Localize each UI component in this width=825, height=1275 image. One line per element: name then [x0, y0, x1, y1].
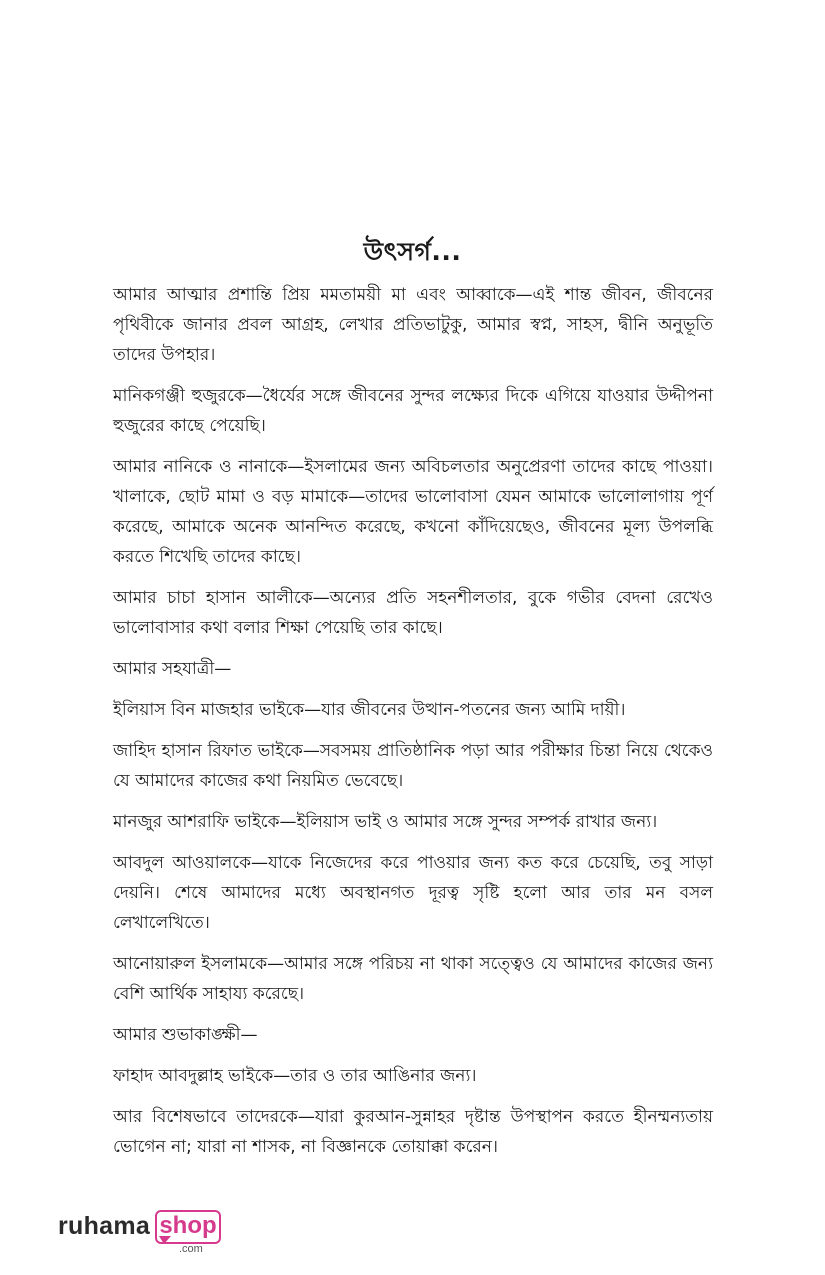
dedication-paragraph: আমার সহযাত্রী—: [113, 659, 232, 679]
logo-domain-text: .com: [179, 1243, 203, 1255]
logo-ruhama-text: ruhama: [58, 1212, 151, 1240]
dedication-body: [113, 280, 713, 1173]
dedication-paragraph: আমার চাচা হাসান আলীকে—অন্যের প্রতি সহনশীলতার, বুকে গভীর বেদনা রেখেও ভালোবাসার কথা বলার শিক্ষা পেয়েছি তার কাছে।: [113, 588, 713, 638]
dedication-paragraph: আমার নানিকে ও নানাকে—ইসলামের জন্য অবিচলতার অনুপ্রেরণা তাদের কাছে পাওয়া। খালাকে, ছোট মামা ও বড় মামাকে—তাদের ভালোবাসা যেমন আমাকে ভালোলাগায় পূর্ণ করেছে, আমাকে অনেক আনন্দিত করেছে, কখনো কাঁদিয়েছেও, জীবনের মূল্য উপলব্ধি করতে শিখেছি তাদের কাছে।: [113, 457, 713, 567]
dedication-paragraph: আনোয়ারুল ইসলামকে—আমার সঙ্গে পরিচয় না থাকা সত্ত্বেও যে আমাদের কাজের জন্য বেশি আর্থিক সাহায্য করেছে।: [113, 954, 713, 1004]
ruhamashop-logo: [58, 1210, 228, 1260]
dedication-paragraph: মানিকগঞ্জী হুজুরকে—ধৈর্যের সঙ্গে জীবনের সুন্দর লক্ষ্যের দিকে এগিয়ে যাওয়ার উদ্দীপনা হুজুরের কাছে পেয়েছি।: [113, 386, 713, 436]
dedication-paragraph: আবদুল আওয়ালকে—যাকে নিজেদের করে পাওয়ার জন্য কত করে চেয়েছি, তবু সাড়া দেয়নি। শেষে আমাদের মধ্যে অবস্থানগত দূরত্ব সৃষ্টি হলো আর তার মন বসল লেখালেখিতে।: [113, 853, 713, 933]
dedication-paragraph: আমার আত্মার প্রশান্তি প্রিয় মমতাময়ী মা এবং আব্বাকে—এই শান্ত জীবন, জীবনের পৃথিবীকে জানার প্রবল আগ্রহ, লেখার প্রতিভাটুকু, আমার স্বপ্ন, সাহস, দ্বীনি অনুভূতি তাদের উপহার।: [113, 285, 713, 365]
dedication-paragraph: মানজুর আশরাফি ভাইকে—ইলিয়াস ভাই ও আমার সঙ্গে সুন্দর সম্পর্ক রাখার জন্য।: [113, 812, 658, 832]
page-title: উৎসর্গ...: [363, 237, 462, 266]
logo-bubble-tail-icon: [159, 1236, 171, 1244]
dedication-paragraph: আর বিশেষভাবে তাদেরকে—যারা কুরআন-সুন্নাহর দৃষ্টান্ত উপস্থাপন করতে হীনম্মন্যতায় ভোগেন না; যারা না শাসক, না বিজ্ঞানকে তোয়াক্কা করেন।: [113, 1107, 713, 1157]
dedication-paragraph: ইলিয়াস বিন মাজহার ভাইকে—যার জীবনের উত্থান-পতনের জন্য আমি দায়ী।: [113, 700, 626, 720]
dedication-paragraph: ফাহাদ আবদুল্লাহ ভাইকে—তার ও তার আঙিনার জন্য।: [113, 1066, 477, 1086]
logo-shop-text: shop: [159, 1212, 217, 1239]
dedication-paragraph: আমার শুভাকাঙ্ক্ষী—: [113, 1025, 258, 1045]
dedication-paragraph: জাহিদ হাসান রিফাত ভাইকে—সবসময় প্রাতিষ্ঠানিক পড়া আর পরীক্ষার চিন্তা নিয়ে থেকেও যে আমাদের কাজের কথা নিয়মিত ভেবেছে।: [113, 741, 713, 791]
